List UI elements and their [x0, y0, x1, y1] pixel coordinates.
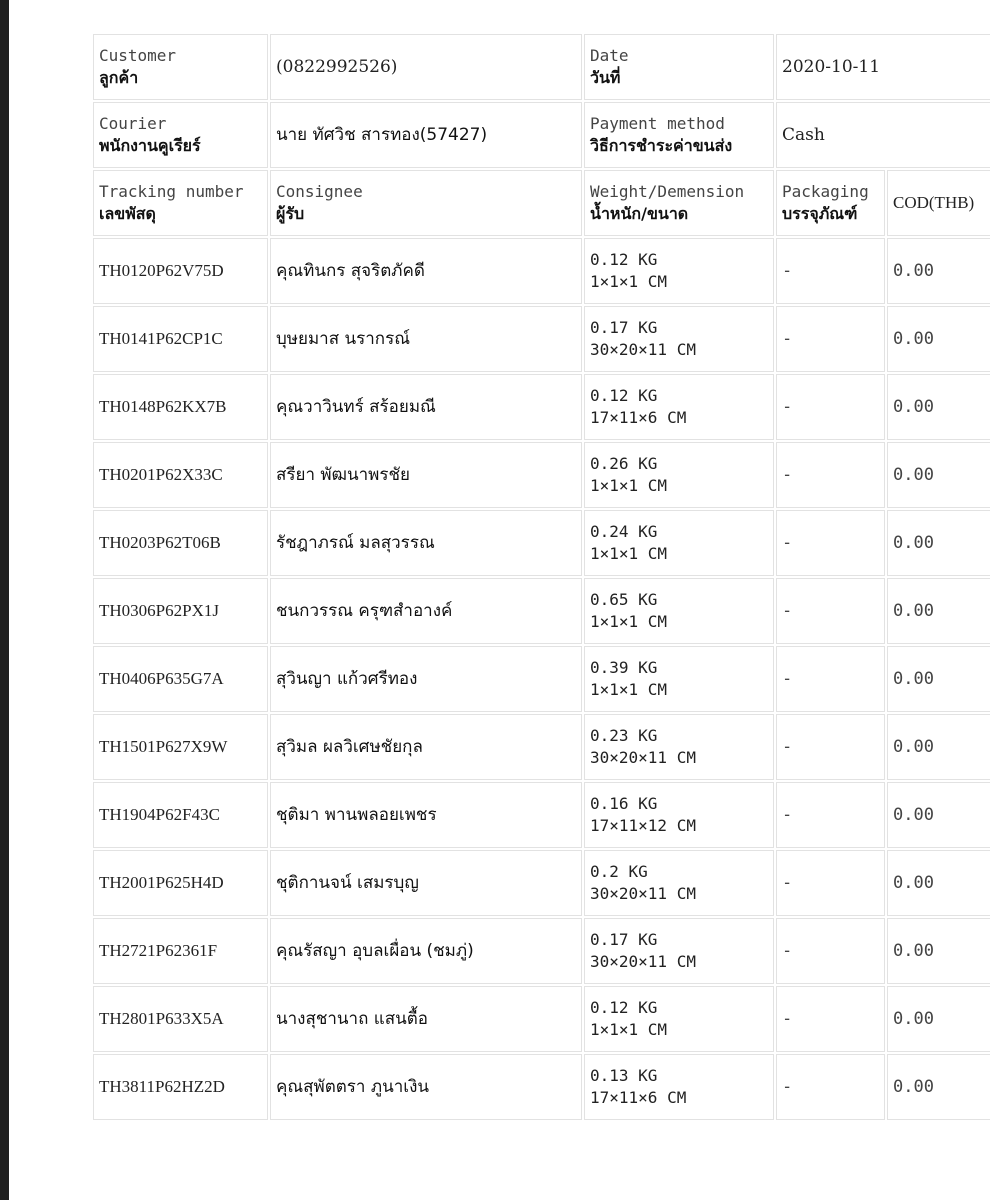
weight-value: 0.16 KG	[590, 794, 658, 813]
customer-label-cell	[93, 34, 268, 100]
consignee-name: คุณรัสญา อุบลเผื่อน (ชมภู่)	[276, 941, 474, 961]
packaging-cell	[776, 714, 885, 780]
consignee-name: คุณวาวินทร์ สร้อยมณี	[276, 397, 436, 417]
table-row	[93, 850, 990, 916]
packaging-cell	[776, 238, 885, 304]
tracking-number: TH2721P62361F	[99, 941, 218, 960]
left-edge-bar	[0, 0, 9, 1200]
packaging-value: -	[782, 805, 793, 825]
consignee-cell	[270, 306, 582, 372]
dimension-value: 1×1×1 CM	[590, 544, 668, 563]
customer-value: (0822992526)	[276, 57, 398, 77]
tracking-cell	[93, 646, 268, 712]
weight-cell	[584, 850, 774, 916]
cod-value: 0.00	[893, 873, 934, 893]
weight-cell	[584, 374, 774, 440]
tracking-cell	[93, 306, 268, 372]
table-row	[93, 306, 990, 372]
cod-cell	[887, 578, 990, 644]
weight-cell	[584, 782, 774, 848]
cod-value: 0.00	[893, 465, 934, 485]
date-label-th: วันที่	[590, 68, 621, 87]
courier-row	[93, 102, 990, 168]
table-row	[93, 918, 990, 984]
tracking-cell	[93, 782, 268, 848]
packaging-value: -	[782, 601, 793, 621]
tracking-number: TH3811P62HZ2D	[99, 1077, 225, 1096]
cod-cell	[887, 374, 990, 440]
courier-label-th: พนักงานคูเรียร์	[99, 136, 201, 155]
packaging-cell	[776, 782, 885, 848]
consignee-name: คุณสุพัตตรา ภูนาเงิน	[276, 1077, 429, 1097]
cod-cell	[887, 782, 990, 848]
weight-value: 0.13 KG	[590, 1066, 658, 1085]
packaging-header-th: บรรจุภัณฑ์	[782, 204, 858, 223]
packaging-header	[776, 170, 885, 236]
consignee-name: ชุติกานจน์ เสมรบุญ	[276, 873, 419, 893]
tracking-number: TH1904P62F43C	[99, 805, 220, 824]
date-value: 2020-10-11	[782, 57, 881, 77]
packaging-value: -	[782, 873, 793, 893]
weight-value: 0.26 KG	[590, 454, 658, 473]
consignee-cell	[270, 850, 582, 916]
table-row	[93, 1054, 990, 1120]
consignee-cell	[270, 442, 582, 508]
packaging-value: -	[782, 1009, 793, 1029]
tracking-number: TH0203P62T06B	[99, 533, 221, 552]
dimension-value: 1×1×1 CM	[590, 1020, 668, 1039]
tracking-number: TH1501P627X9W	[99, 737, 228, 756]
tracking-number: TH0148P62KX7B	[99, 397, 227, 416]
table-row	[93, 374, 990, 440]
table-row	[93, 986, 990, 1052]
column-header-row	[93, 170, 990, 236]
weight-value: 0.24 KG	[590, 522, 658, 541]
table-row	[93, 714, 990, 780]
consignee-name: สุวิมล ผลวิเศษชัยกุล	[276, 737, 423, 757]
weight-cell	[584, 238, 774, 304]
consignee-cell	[270, 510, 582, 576]
packaging-cell	[776, 1054, 885, 1120]
packaging-value: -	[782, 261, 793, 281]
weight-cell	[584, 442, 774, 508]
dimension-value: 30×20×11 CM	[590, 952, 696, 971]
tracking-cell	[93, 578, 268, 644]
tracking-cell	[93, 374, 268, 440]
dimension-value: 1×1×1 CM	[590, 476, 668, 495]
weight-value: 0.39 KG	[590, 658, 658, 677]
weight-value: 0.17 KG	[590, 930, 658, 949]
cod-cell	[887, 918, 990, 984]
packaging-value: -	[782, 465, 793, 485]
consignee-cell	[270, 986, 582, 1052]
cod-value: 0.00	[893, 1009, 934, 1029]
cod-cell	[887, 714, 990, 780]
courier-value-cell	[270, 102, 582, 168]
tracking-cell	[93, 238, 268, 304]
packaging-value: -	[782, 941, 793, 961]
consignee-cell	[270, 714, 582, 780]
consignee-cell	[270, 578, 582, 644]
delivery-manifest	[93, 32, 990, 1122]
cod-cell	[887, 850, 990, 916]
cod-value: 0.00	[893, 737, 934, 757]
consignee-name: รัชฎาภรณ์ มลสุวรรณ	[276, 533, 435, 553]
packaging-value: -	[782, 533, 793, 553]
tracking-cell	[93, 510, 268, 576]
dimension-value: 17×11×6 CM	[590, 408, 687, 427]
consignee-header-th: ผู้รับ	[276, 204, 305, 223]
packaging-cell	[776, 578, 885, 644]
packaging-cell	[776, 850, 885, 916]
cod-cell	[887, 986, 990, 1052]
cod-value: 0.00	[893, 669, 934, 689]
tracking-cell	[93, 442, 268, 508]
cod-value: 0.00	[893, 397, 934, 417]
tracking-cell	[93, 714, 268, 780]
table-row	[93, 510, 990, 576]
cod-cell	[887, 238, 990, 304]
cod-cell	[887, 646, 990, 712]
consignee-cell	[270, 918, 582, 984]
tracking-cell	[93, 986, 268, 1052]
table-row	[93, 442, 990, 508]
tracking-number: TH0406P635G7A	[99, 669, 224, 688]
table-row	[93, 238, 990, 304]
manifest-table	[91, 32, 990, 1122]
customer-row	[93, 34, 990, 100]
weight-value: 0.23 KG	[590, 726, 658, 745]
packaging-value: -	[782, 1077, 793, 1097]
packaging-cell	[776, 918, 885, 984]
tracking-header	[93, 170, 268, 236]
cod-value: 0.00	[893, 601, 934, 621]
cod-cell	[887, 510, 990, 576]
packaging-cell	[776, 306, 885, 372]
consignee-name: คุณทินกร สุจริตภัคดี	[276, 261, 425, 281]
packaging-cell	[776, 374, 885, 440]
table-row	[93, 578, 990, 644]
cod-value: 0.00	[893, 1077, 934, 1097]
courier-value: นาย ทัศวิช สารทอง(57427)	[276, 125, 488, 145]
consignee-header	[270, 170, 582, 236]
date-label-cell	[584, 34, 774, 100]
payment-label-cell	[584, 102, 774, 168]
dimension-value: 30×20×11 CM	[590, 748, 696, 767]
payment-value: Cash	[782, 125, 825, 145]
packaging-value: -	[782, 737, 793, 757]
date-value-cell	[776, 34, 990, 100]
consignee-name: ชุติมา พานพลอยเพชร	[276, 805, 437, 825]
tracking-header-en: Tracking number	[99, 182, 244, 201]
cod-header-label: COD(THB)	[893, 193, 975, 212]
cod-value: 0.00	[893, 329, 934, 349]
cod-cell	[887, 442, 990, 508]
weight-value: 0.65 KG	[590, 590, 658, 609]
consignee-header-en: Consignee	[276, 182, 363, 201]
courier-label-en: Courier	[99, 114, 167, 133]
dimension-value: 17×11×6 CM	[590, 1088, 687, 1107]
customer-value-cell	[270, 34, 582, 100]
weight-cell	[584, 918, 774, 984]
customer-label-th: ลูกค้า	[99, 68, 139, 87]
tracking-cell	[93, 918, 268, 984]
consignee-name: ชนกวรรณ ครุฑสำอางค์	[276, 601, 453, 621]
tracking-number: TH0120P62V75D	[99, 261, 224, 280]
dimension-value: 17×11×12 CM	[590, 816, 696, 835]
weight-header-th: น้ำหนัก/ขนาด	[590, 204, 689, 223]
weight-cell	[584, 714, 774, 780]
customer-label-en: Customer	[99, 46, 177, 65]
weight-cell	[584, 306, 774, 372]
cod-header	[887, 170, 990, 236]
tracking-number: TH2801P633X5A	[99, 1009, 224, 1028]
payment-label-th: วิธีการชำระค่าขนส่ง	[590, 136, 733, 155]
packaging-cell	[776, 986, 885, 1052]
packaging-value: -	[782, 329, 793, 349]
weight-value: 0.17 KG	[590, 318, 658, 337]
dimension-value: 1×1×1 CM	[590, 612, 668, 631]
weight-value: 0.2 KG	[590, 862, 648, 881]
cod-value: 0.00	[893, 805, 934, 825]
weight-cell	[584, 578, 774, 644]
consignee-cell	[270, 646, 582, 712]
tracking-number: TH0306P62PX1J	[99, 601, 219, 620]
cod-value: 0.00	[893, 261, 934, 281]
weight-value: 0.12 KG	[590, 998, 658, 1017]
cod-cell	[887, 306, 990, 372]
packaging-header-en: Packaging	[782, 182, 869, 201]
weight-cell	[584, 646, 774, 712]
consignee-name: สรียา พัฒนาพรชัย	[276, 465, 410, 485]
packaging-cell	[776, 510, 885, 576]
weight-header-en: Weight/Demension	[590, 182, 745, 201]
courier-label-cell	[93, 102, 268, 168]
weight-header	[584, 170, 774, 236]
weight-cell	[584, 1054, 774, 1120]
date-label-en: Date	[590, 46, 629, 65]
payment-label-en: Payment method	[590, 114, 725, 133]
packaging-value: -	[782, 669, 793, 689]
cod-cell	[887, 1054, 990, 1120]
table-row	[93, 782, 990, 848]
consignee-cell	[270, 782, 582, 848]
cod-value: 0.00	[893, 941, 934, 961]
tracking-header-th: เลขพัสดุ	[99, 204, 156, 223]
table-row	[93, 646, 990, 712]
weight-value: 0.12 KG	[590, 386, 658, 405]
consignee-cell	[270, 374, 582, 440]
tracking-cell	[93, 850, 268, 916]
tracking-number: TH2001P625H4D	[99, 873, 224, 892]
consignee-name: สุวินญา แก้วศรีทอง	[276, 669, 418, 689]
weight-value: 0.12 KG	[590, 250, 658, 269]
tracking-cell	[93, 1054, 268, 1120]
packaging-value: -	[782, 397, 793, 417]
consignee-name: นางสุชานาถ แสนตื้อ	[276, 1009, 428, 1029]
packaging-cell	[776, 442, 885, 508]
weight-cell	[584, 510, 774, 576]
cod-value: 0.00	[893, 533, 934, 553]
consignee-cell	[270, 238, 582, 304]
dimension-value: 1×1×1 CM	[590, 272, 668, 291]
consignee-name: บุษยมาส นรากรณ์	[276, 329, 410, 349]
dimension-value: 30×20×11 CM	[590, 884, 696, 903]
payment-value-cell	[776, 102, 990, 168]
tracking-number: TH0201P62X33C	[99, 465, 223, 484]
weight-cell	[584, 986, 774, 1052]
consignee-cell	[270, 1054, 582, 1120]
dimension-value: 1×1×1 CM	[590, 680, 668, 699]
dimension-value: 30×20×11 CM	[590, 340, 696, 359]
packaging-cell	[776, 646, 885, 712]
tracking-number: TH0141P62CP1C	[99, 329, 223, 348]
